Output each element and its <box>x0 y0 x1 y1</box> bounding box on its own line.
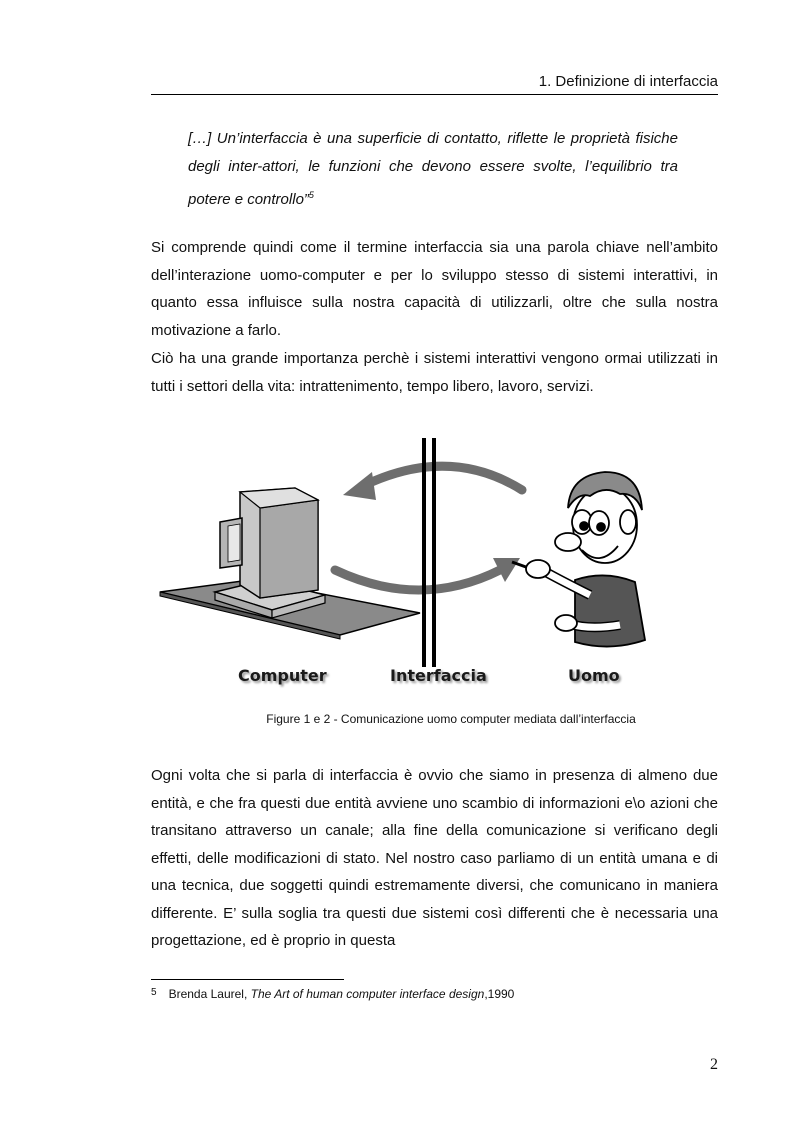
human-label: Uomo <box>568 666 620 685</box>
interface-label: Interfaccia <box>390 666 487 685</box>
quote-text: […] Un’interfaccia è una superficie di contatto, riflette le proprietà fisiche degli inter-attori, le funzioni che devono essere svolte, l’equilibrio tra potere e controllo” <box>188 130 678 208</box>
paragraph-2: Ciò ha una grande importanza perchè i sistemi interattivi vengono ormai utilizzati in tutti i settori della vita: intrattenimento, tempo libero, lavoro, servizi. <box>151 350 718 395</box>
paragraph-3: Ogni volta che si parla di interfaccia è ovvio che siamo in presenza di almeno due entità, e che fra questi due entità avviene uno scambio di informazioni e\o azioni che transitano attraverso un canale; alla fine della comunicazione si verificano degli effetti, delle modificazioni di stato. Nel nostro caso parliamo di un entità umana e di una tecnica, due soggetti quindi estremamente diversi, che comunicano in maniera differente. E’ sulla soglia tra questi due sistemi così differenti che è necessaria una progettazione, ed è proprio in questa <box>151 767 718 949</box>
footnote-divider <box>151 979 344 980</box>
interface-figure <box>150 430 660 695</box>
page-number: 2 <box>710 1056 718 1073</box>
figure-illustration <box>150 430 660 695</box>
computer-icon <box>160 488 420 639</box>
computer-label: Computer <box>238 666 327 685</box>
footnote-number: 5 <box>151 987 157 998</box>
input-arrow-icon <box>335 558 520 590</box>
footnote-title: The Art of human computer interface design <box>250 987 485 1001</box>
running-header <box>151 70 718 95</box>
footnote-author: Brenda Laurel, <box>168 987 251 1001</box>
chapter-title: 1. Definizione di interfaccia <box>538 73 718 90</box>
quote-footnote-ref[interactable]: 5 <box>308 190 314 200</box>
paragraph-1: Si comprende quindi come il termine interfaccia sia una parola chiave nell’ambito dell’interazione uomo-computer e per lo sviluppo stesso di sistemi interattivi, in quanto essa influisce sulla nostra capacità di utilizzarli, oltre che sulla nostra motivazione a farlo. <box>151 239 718 339</box>
human-icon <box>512 472 645 647</box>
block-quote <box>188 125 678 214</box>
interface-divider-icon <box>424 438 434 667</box>
footnote <box>151 987 514 1001</box>
figure-caption: Figure 1 e 2 - Comunicazione uomo computer mediata dall’interfaccia <box>266 712 636 726</box>
footnote-year: ,1990 <box>484 987 515 1001</box>
